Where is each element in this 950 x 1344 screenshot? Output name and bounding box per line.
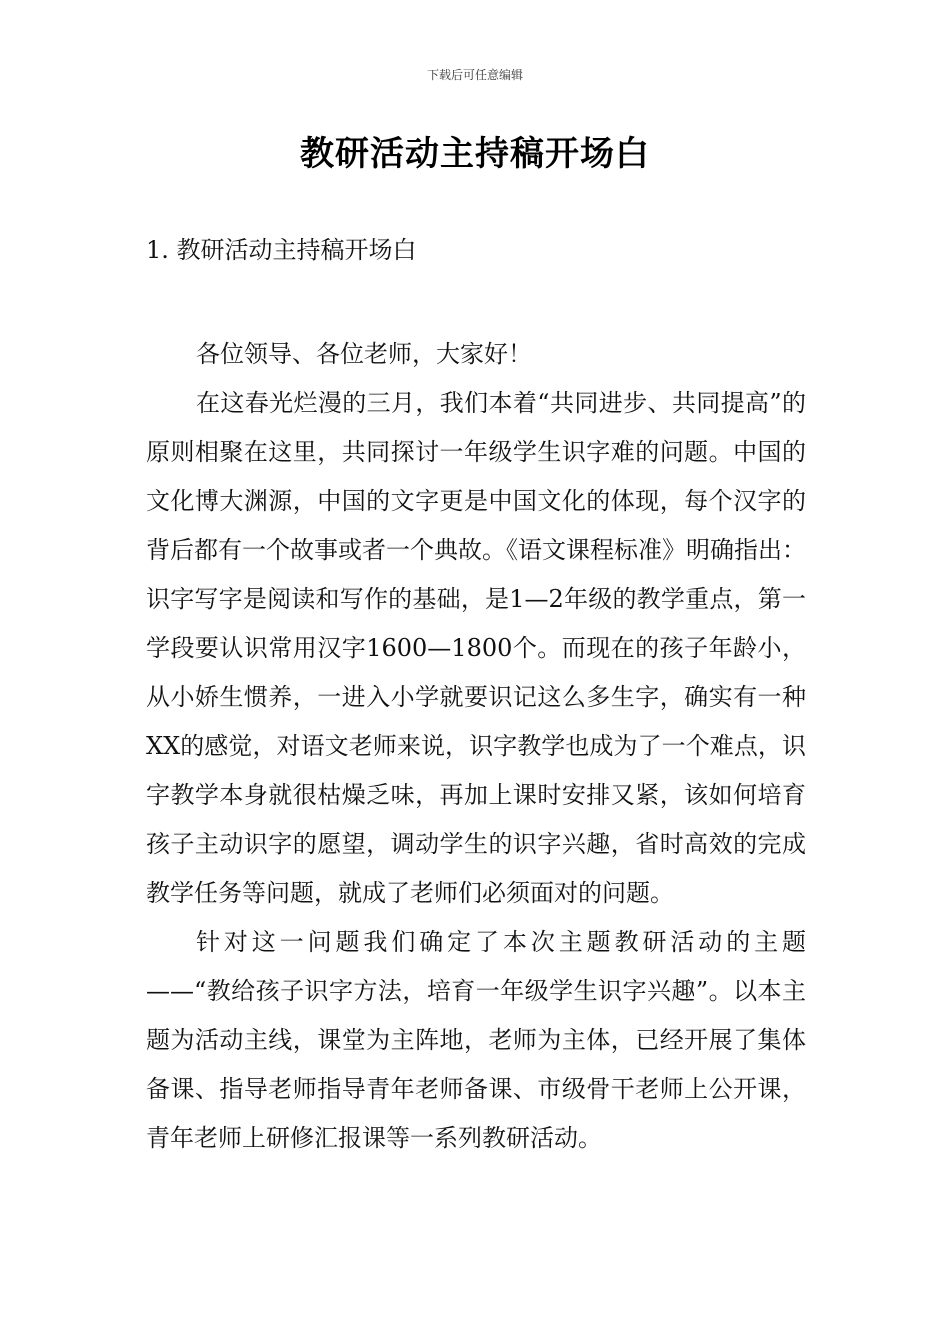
paragraph-theme: 针对这一问题我们确定了本次主题教研活动的主题——“教给孩子识字方法，培育一年级学生识字兴趣”。以本主题为活动主线，课堂为主阵地，老师为主体，已经开展了集体备课、指导老师指导青年老师备课、市级骨干老师上公开课，青年老师上研修汇报课等一系列教研活动。	[146, 928, 806, 1152]
page-title: 教研活动主持稿开场白	[300, 134, 650, 174]
paragraph-background: 在这春光烂漫的三月，我们本着“共同进步、共同提高”的原则相聚在这里，共同探讨一年级学生识字难的问题。中国的文化博大渊源，中国的文字更是中国文化的体现，每个汉字的背后都有一个故事或者一个典故。《语文课程标准》明确指出：识字写字是阅读和写作的基础，是1—2年级的教学重点，第一学段要认识常用汉字1600—1800个。而现在的孩子年龄小，从小娇生惯养，一进入小学就要识记这么多生字，确实有一种XX的感觉，对语文老师来说，识字教学也成为了一个难点，识字教学本身就很枯燥乏味，再加上课时安排又紧，该如何培育孩子主动识字的愿望，调动学生的识字兴趣，省时高效的完成教学任务等问题，就成了老师们必须面对的问题。	[146, 389, 806, 907]
section-heading: 1. 教研活动主持稿开场白	[146, 236, 417, 264]
paragraph-greeting: 各位领导、各位老师，大家好！	[196, 340, 532, 368]
header-note: 下载后可任意编辑	[426, 68, 523, 82]
body-text	[146, 330, 806, 1163]
